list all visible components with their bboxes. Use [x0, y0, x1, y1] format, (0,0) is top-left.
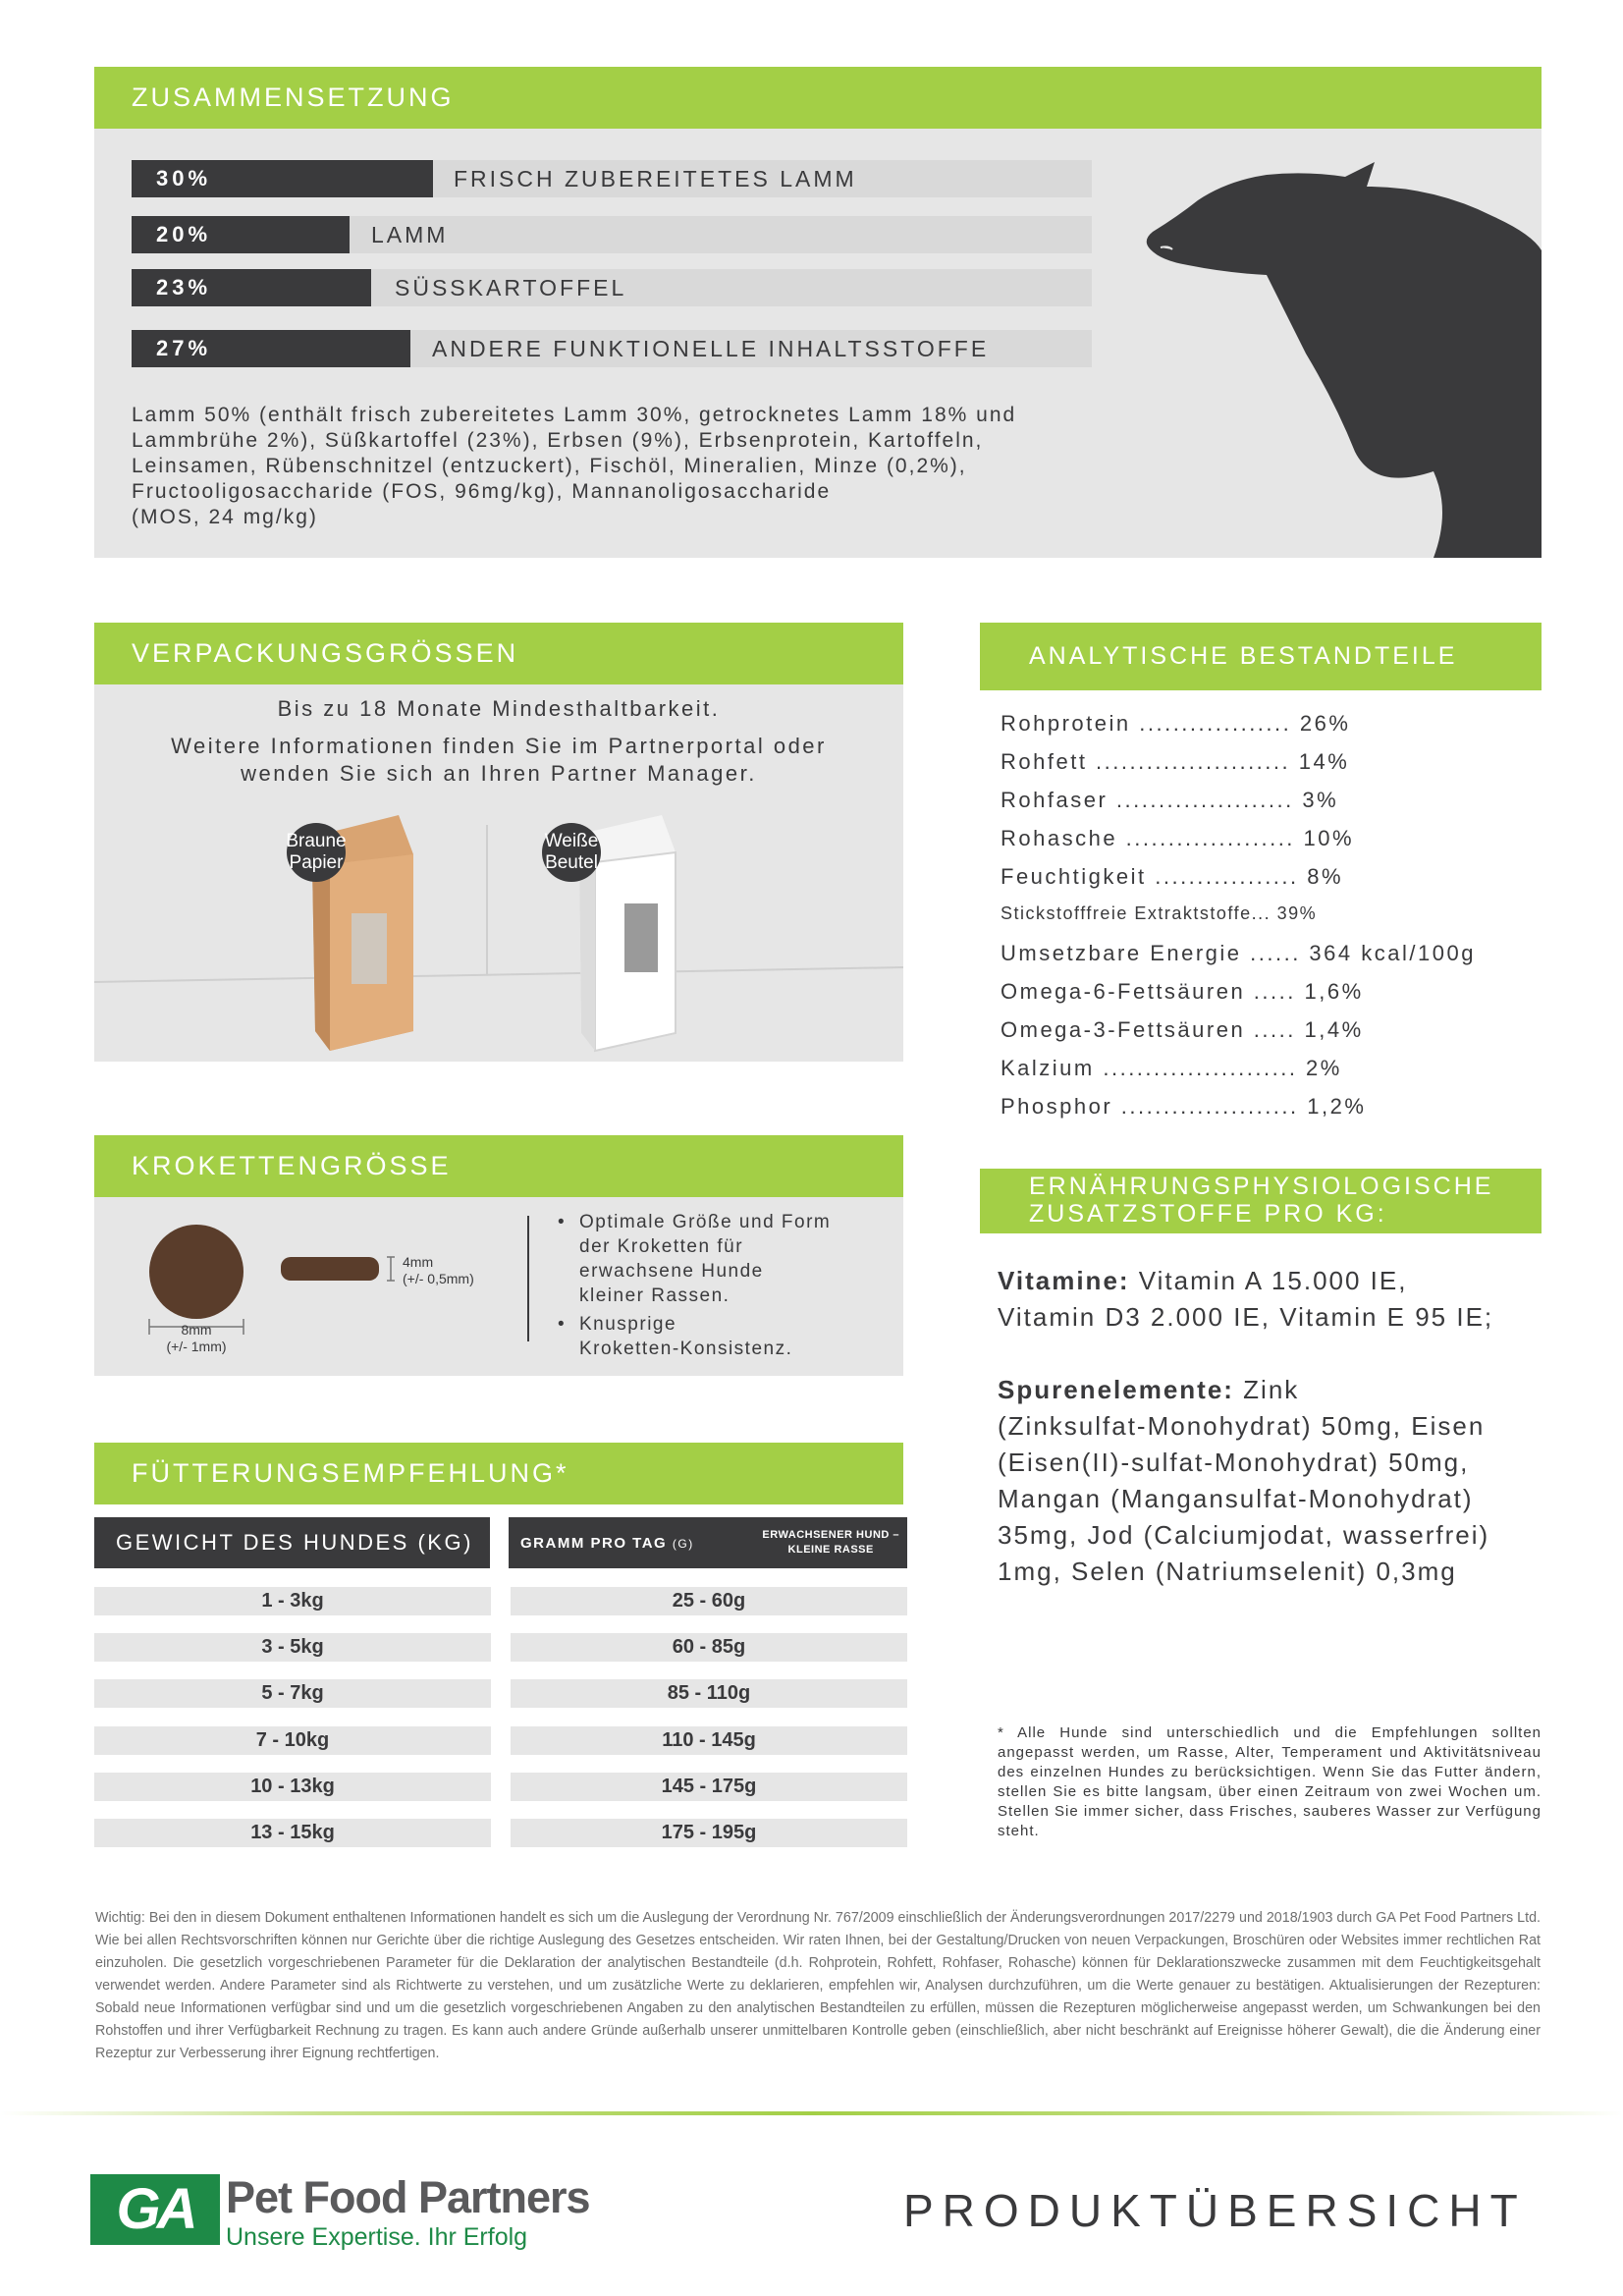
kibble-bullet: [558, 1210, 831, 1308]
kibble-diameter-tolerance: (+/- 1mm): [166, 1339, 227, 1354]
table-row-grams: 145 - 175g: [511, 1773, 907, 1801]
analytics-row: Rohfaser ..................... 3%: [1001, 788, 1339, 812]
kibble-bullet-line: Kroketten-Konsistenz.: [579, 1339, 793, 1359]
kibble-bullet-line: der Kroketten für: [579, 1236, 744, 1257]
brown-bag-label-line: Papier: [289, 852, 344, 873]
ingredients-line: Lammbrühe 2%), Süßkartoffel (23%), Erbsen (9%), Erbsenprotein, Kartoffeln,: [132, 429, 984, 452]
kibble-diameter: 8mm: [181, 1322, 212, 1338]
trace-elements-label: Spurenelemente:: [998, 1375, 1234, 1404]
analytics-row: Phosphor ..................... 1,2%: [1001, 1094, 1367, 1119]
grams-subheader-line: KLEINE RASSE: [787, 1544, 874, 1556]
company-tagline: Unsere Expertise. Ihr Erfolg: [226, 2223, 528, 2251]
kibble-height: 4mm: [403, 1254, 434, 1270]
table-row-weight: 3 - 5kg: [94, 1633, 491, 1662]
analytics-row: Feuchtigkeit ................. 8%: [1001, 864, 1344, 889]
table-row-weight: 5 - 7kg: [94, 1679, 491, 1708]
trace-elements-line: 35mg, Jod (Calciumjodat, wasserfrei): [998, 1520, 1490, 1550]
trace-elements-line: 1mg, Selen (Natriumselenit) 0,3mg: [998, 1557, 1457, 1586]
feeding-col1-header: [94, 1517, 490, 1568]
ingredients-line: Leinsamen, Rübenschnitzel (entzuckert), Fischöl, Mineralien, Minze (0,2%),: [132, 455, 967, 477]
composition-pct: 30%: [132, 160, 433, 197]
additives-text: [998, 1263, 1547, 1590]
kibble-height-tolerance: (+/- 0,5mm): [403, 1271, 474, 1286]
analytics-row: Kalzium ....................... 2%: [1001, 1056, 1342, 1080]
composition-label: SÜSSKARTOFFEL: [395, 274, 627, 301]
feeding-header: [94, 1443, 903, 1504]
ingredients-text: [132, 403, 1074, 530]
kibble-top-view-icon: [149, 1225, 243, 1319]
composition-pct: 23%: [132, 269, 371, 306]
ingredients-line: Fructooligosaccharide (FOS, 96mg/kg), Mannanoligosaccharide: [132, 480, 832, 503]
additives-title-line: ZUSATZSTOFFE PRO KG:: [1029, 1200, 1387, 1228]
brown-bag-label-line: Braune: [286, 831, 347, 851]
vitamins-label: Vitamine:: [998, 1266, 1130, 1295]
partner-info-line: Weitere Informationen finden Sie im Partnerportal oder: [171, 734, 827, 758]
packaging-title: VERPACKUNGSGRÖSSEN: [132, 638, 519, 668]
trace-elements-line: (Zinksulfat-Monohydrat) 50mg, Eisen: [998, 1411, 1486, 1441]
composition-row: [132, 216, 1092, 253]
shelf-life-text: Bis zu 18 Monate Mindesthaltbarkeit.: [277, 696, 721, 721]
vitamins-value: Vitamin A 15.000 IE,: [1129, 1266, 1408, 1295]
packaging-header: [94, 623, 903, 684]
table-row-grams: 60 - 85g: [511, 1633, 907, 1662]
trace-elements-line: Mangan (Mangansulfat-Monohydrat): [998, 1484, 1474, 1513]
grams-subheader: [762, 1528, 899, 1558]
analytics-row: Rohfett ....................... 14%: [1001, 749, 1350, 774]
footer-divider: [0, 2111, 1623, 2115]
kibble-bullet-line: Knusprige: [579, 1314, 677, 1335]
analytics-row: Rohasche .................... 10%: [1001, 826, 1355, 850]
kibble-divider: [527, 1216, 529, 1341]
table-row-weight: 7 - 10kg: [94, 1726, 491, 1755]
kibble-bullet-line: Optimale Größe und Form: [579, 1212, 832, 1232]
feeding-col2-header: [509, 1517, 907, 1568]
composition-title: ZUSAMMENSETZUNG: [132, 82, 455, 112]
analytics-row: Rohprotein .................. 26%: [1001, 711, 1351, 736]
kibble-title: KROKETTENGRÖSSE: [132, 1151, 452, 1180]
kibble-height-label: [403, 1254, 474, 1287]
table-row-grams: 175 - 195g: [511, 1819, 907, 1847]
grams-header-unit: (G): [672, 1536, 694, 1551]
composition-row: [132, 269, 1092, 306]
feeding-title: FÜTTERUNGSEMPFEHLUNG*: [132, 1458, 569, 1488]
composition-header: [94, 67, 1542, 129]
brown-bag-label: [279, 831, 353, 874]
kibble-bullet-line: kleiner Rassen.: [579, 1285, 730, 1306]
kibble-diameter-label: [149, 1322, 243, 1355]
ingredients-line: Lamm 50% (enthält frisch zubereitetes Lamm 30%, getrocknetes Lamm 18% und: [132, 404, 1017, 426]
composition-label: FRISCH ZUBEREITETES LAMM: [454, 165, 857, 191]
table-row-grams: 25 - 60g: [511, 1587, 907, 1615]
ingredients-line: (MOS, 24 mg/kg): [132, 506, 318, 528]
trace-elements-line: [998, 1372, 1547, 1408]
kibble-bullets: [558, 1210, 831, 1361]
composition-label: ANDERE FUNKTIONELLE INHALTSSTOFFE: [432, 335, 990, 361]
composition-row: [132, 160, 1092, 197]
kibble-bullet-line: erwachsene Hunde: [579, 1261, 764, 1282]
lamb-silhouette-icon: [1139, 157, 1542, 558]
additives-header: [980, 1169, 1542, 1233]
weight-header: GEWICHT DES HUNDES (KG): [116, 1530, 473, 1555]
white-bag-label-line: Beutel: [545, 852, 598, 873]
company-logo: [90, 2174, 590, 2251]
analytics-row: Umsetzbare Energie ...... 364 kcal/100g: [1001, 941, 1476, 965]
table-row-grams: 85 - 110g: [511, 1679, 907, 1708]
company-name: Pet Food Partners: [226, 2172, 590, 2222]
trace-elements-value: Zink: [1233, 1375, 1300, 1404]
analytics-header: [980, 623, 1542, 690]
document-title: PRODUKTÜBERSICHT: [903, 2185, 1527, 2236]
grams-header: [520, 1535, 694, 1552]
packaging-info: [94, 695, 903, 788]
ga-logo-mark: GA: [90, 2174, 220, 2245]
legal-disclaimer: Wichtig: Bei den in diesem Dokument enthaltenen Informationen handelt es sich um die Auslegung der Verordnung Nr. 767/2009 einschließlich der Änderungsverordnungen 2017/2279 und 2018/1903 durch GA Pet Food Partners Ltd. Wie bei allen Rechtsvorschriften können nur Gerichte über die richtige Auslegung des Gesetzes entscheiden. Wir raten Ihnen, bei der Gestaltung/Drucken von neuen Verpackungen, Broschüren oder Websites immer rechtlichen Rat einzuholen. Die gesetzlich vorgeschriebenen Parameter für die Deklaration der analytischen Bestandteile (d.h. Rohprotein, Rohfett, Rohfaser, Rohasche) können für Deklarationszwecke zusammen mit dem Feuchtigkeitsgehalt verwendet werden. Andere Parameter sind als Richtwerte zu verstehen, und um zusätzliche Werte zu deklarieren, empfehlen wir, Analysen durchzuführen, um die Werte genauer zu bestätigen. Aktualisierungen der Rezepturen: Sobald neue Informationen verfügbar sind und um die gesetzlich vorgeschriebenen Angaben zu den analytischen Bestandteilen zu erfüllen, müssen die Rezepturen möglicherweise angepasst werden, um Schwankungen bei den Rohstoffen und ihrer Verfügbarkeit Rechnung zu tragen. Es kann auch andere Gründe außerhalb unserer unmittelbaren Kontrolle geben (einschließlich, aber nicht beschränkt auf Ereignisse höherer Gewalt), die die Änderung einer Rezeptur zur Verbesserung ihrer Eignung rechtfertigen.: [95, 1910, 1541, 2061]
white-bag-label: [534, 831, 609, 874]
feeding-footnote: * Alle Hunde sind unterschiedlich und die Empfehlungen sollten angepasst werden, um Rasse, Alter, Temperament und Aktivitätsniveau des einzelnen Hundes zu berücksichtigen. Wenn Sie das Futter ändern, stellen Sie es bitte langsam, über einen Zeitraum von zwei Wochen um. Stellen Sie immer sicher, dass Frisches, sauberes Wasser zur Verfügung steht.: [998, 1724, 1542, 1839]
kibble-side-view-icon: [281, 1257, 379, 1281]
grams-subheader-line: ERWACHSENER HUND –: [762, 1529, 899, 1541]
composition-pct: 27%: [132, 330, 410, 367]
analytics-row: Omega-6-Fettsäuren ..... 1,6%: [1001, 979, 1364, 1004]
analytics-row: Stickstofffreie Extraktstoffe... 39%: [1001, 903, 1318, 923]
trace-elements-line: (Eisen(II)-sulfat-Monohydrat) 50mg,: [998, 1448, 1470, 1477]
table-row-weight: 1 - 3kg: [94, 1587, 491, 1615]
table-row-weight: 10 - 13kg: [94, 1773, 491, 1801]
additives-title-line: ERNÄHRUNGSPHYSIOLOGISCHE: [1029, 1173, 1494, 1200]
partner-info-line: wenden Sie sich an Ihren Partner Manager.: [241, 761, 757, 786]
bullet-icon: •: [558, 1314, 567, 1335]
vitamins-line: Vitamin D3 2.000 IE, Vitamin E 95 IE;: [998, 1302, 1494, 1332]
composition-row: [132, 330, 1092, 367]
analytics-row: Omega-3-Fettsäuren ..... 1,4%: [1001, 1017, 1364, 1042]
composition-label: LAMM: [371, 221, 449, 247]
white-bag-label-line: Weiße: [544, 831, 599, 851]
kibble-bullet: [558, 1312, 831, 1361]
vitamins-line: [998, 1263, 1547, 1299]
table-row-weight: 13 - 15kg: [94, 1819, 491, 1847]
kibble-header: [94, 1135, 903, 1197]
bullet-icon: •: [558, 1212, 567, 1232]
analytics-title: ANALYTISCHE BESTANDTEILE: [1029, 642, 1458, 670]
packaging-illustration: [94, 805, 903, 1062]
composition-pct: 20%: [132, 216, 350, 253]
grams-header-label: GRAMM PRO TAG: [520, 1534, 668, 1552]
table-row-grams: 110 - 145g: [511, 1726, 907, 1755]
